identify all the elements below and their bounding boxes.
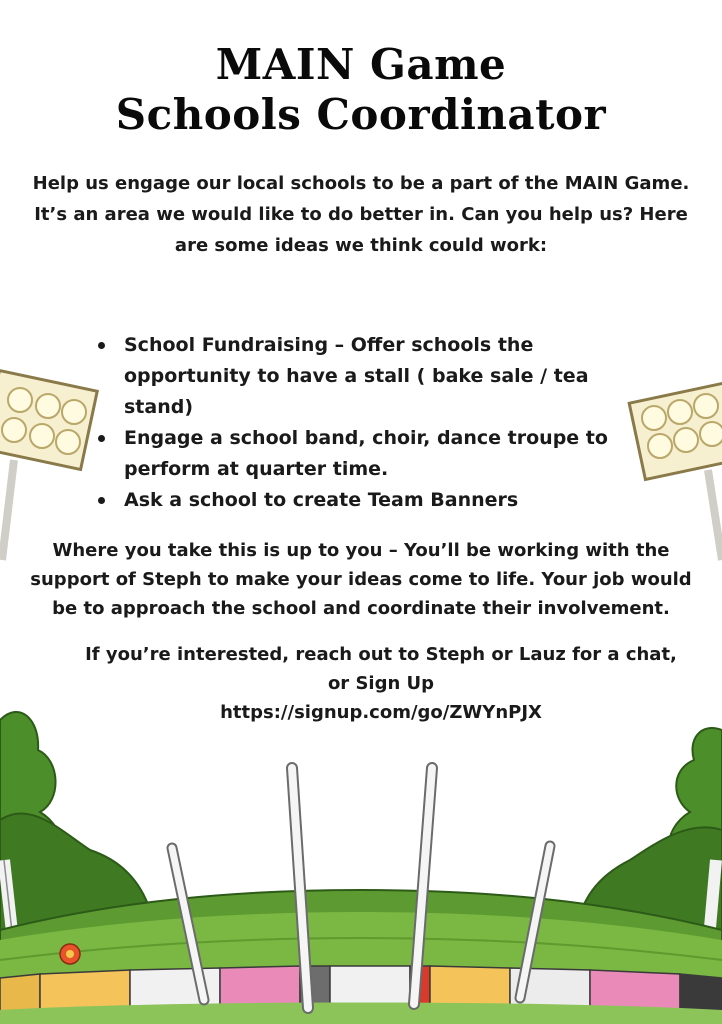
flower-icon xyxy=(60,944,80,964)
title-line-1: MAIN Game xyxy=(215,40,507,89)
intro-line-3: are some ideas we think could work: xyxy=(174,235,548,256)
contact-line-1: If you’re interested, reach out to Steph or Lauz for a chat, xyxy=(85,644,677,665)
ideas-list xyxy=(96,330,656,516)
title-line-2: Schools Coordinator xyxy=(115,90,607,139)
list-item xyxy=(96,330,656,423)
page-title xyxy=(0,40,722,140)
role-line-1: Where you take this is up to you – You’ll be working with the xyxy=(52,540,670,561)
role-line-2: support of Steph to make your ideas come to life. Your job would xyxy=(30,569,692,590)
role-description xyxy=(30,536,692,623)
intro-paragraph xyxy=(30,168,692,261)
idea-1-line-2: opportunity to have a stall ( bake sale / tea stand) xyxy=(124,365,589,418)
contact-line-2: or Sign Up xyxy=(327,673,435,694)
intro-line-2: It’s an area we would like to do better in. Can you help us? Here xyxy=(34,204,688,225)
list-item xyxy=(96,423,656,485)
idea-2-line-1: Engage a school band, choir, dance troupe to xyxy=(124,427,608,449)
list-item xyxy=(96,485,656,516)
idea-3-line-1: Ask a school to create Team Banners xyxy=(124,489,519,511)
signup-link[interactable]: https://signup.com/go/ZWYnPJX xyxy=(220,702,542,723)
idea-2-line-2: perform at quarter time. xyxy=(124,458,389,480)
left-floodlight xyxy=(0,370,97,560)
intro-line-1: Help us engage our local schools to be a part of the MAIN Game. xyxy=(32,173,690,194)
idea-1-line-1: School Fundraising – Offer schools the xyxy=(124,334,534,356)
contact-info xyxy=(70,640,692,727)
role-line-3: be to approach the school and coordinate their involvement. xyxy=(52,598,670,619)
